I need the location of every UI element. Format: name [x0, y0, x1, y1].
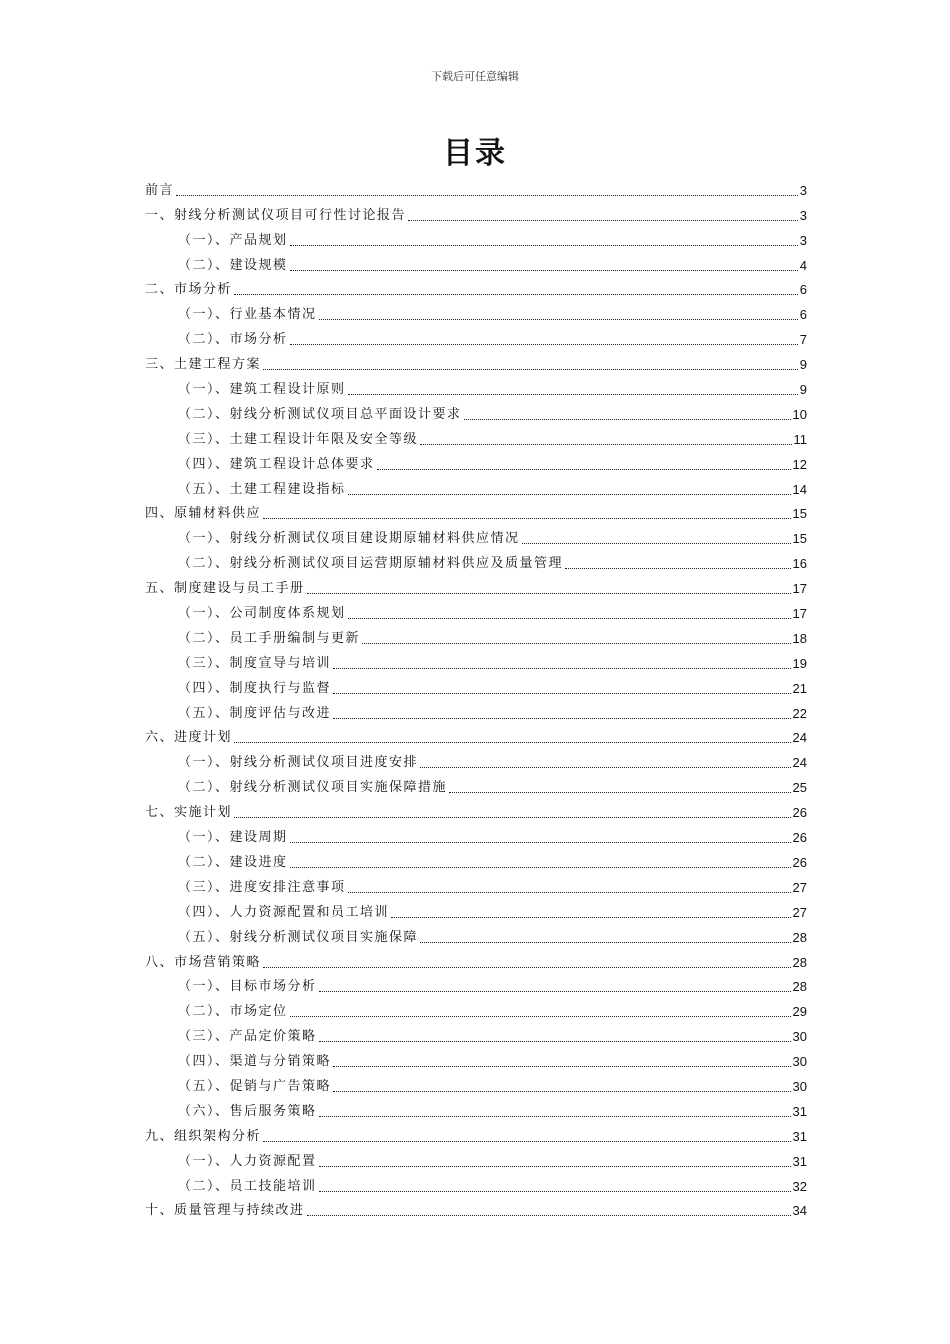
toc-entry[interactable] [145, 325, 807, 350]
toc-entry[interactable] [145, 773, 807, 798]
toc-entry-label: （一）、建筑工程设计原则 [178, 382, 346, 398]
toc-entry-page-number: 28 [792, 954, 807, 970]
toc-entry-page-number: 15 [792, 506, 807, 522]
toc-entry-label: （一）、建设周期 [178, 830, 288, 846]
toc-entry-page-number: 4 [799, 257, 807, 273]
toc-entry[interactable] [145, 649, 807, 674]
toc-entry-page-number: 9 [799, 382, 807, 398]
toc-entry-page-number: 10 [792, 406, 807, 422]
toc-dot-leader [522, 543, 791, 544]
toc-entry-label: （三）、产品定价策略 [178, 1029, 317, 1045]
toc-entry-page-number: 26 [792, 854, 807, 870]
toc-dot-leader [234, 742, 791, 743]
toc-dot-leader [333, 693, 791, 694]
toc-dot-leader [176, 195, 798, 196]
toc-entry-label: （一）、射线分析测试仪项目建设期原辅材料供应情况 [178, 531, 520, 547]
toc-entry-page-number: 31 [792, 1128, 807, 1144]
toc-entry-page-number: 18 [792, 630, 807, 646]
toc-entry-page-number: 7 [799, 332, 807, 348]
toc-entry-label: （一）、行业基本情况 [178, 307, 317, 323]
toc-entry[interactable] [145, 400, 807, 425]
toc-entry-label: （三）、土建工程设计年限及安全等级 [178, 431, 419, 447]
toc-dot-leader [234, 294, 798, 295]
toc-entry[interactable] [145, 201, 807, 226]
toc-entry-page-number: 19 [792, 655, 807, 671]
toc-entry-label: （一）、公司制度体系规划 [178, 606, 346, 622]
toc-dot-leader [319, 319, 798, 320]
toc-entry-label: （五）、促销与广告策略 [178, 1078, 332, 1094]
toc-dot-leader [290, 245, 798, 246]
toc-dot-leader [319, 991, 791, 992]
toc-dot-leader [263, 518, 791, 519]
toc-entry-page-number: 22 [792, 705, 807, 721]
toc-entry-page-number: 6 [799, 282, 807, 298]
toc-entry-label: （三）、进度安排注意事项 [178, 879, 346, 895]
toc-entry[interactable] [145, 300, 807, 325]
toc-entry-label: （二）、员工技能培训 [178, 1178, 317, 1194]
toc-entry[interactable] [145, 798, 807, 823]
toc-entry[interactable] [145, 375, 807, 400]
toc-entry[interactable] [145, 1022, 807, 1047]
toc-entry-page-number: 34 [792, 1203, 807, 1219]
toc-dot-leader [333, 1091, 791, 1092]
toc-dot-leader [263, 1141, 791, 1142]
toc-entry[interactable] [145, 1097, 807, 1122]
toc-entry-page-number: 27 [792, 904, 807, 920]
toc-entry-page-number: 28 [792, 979, 807, 995]
toc-entry-label: （一）、人力资源配置 [178, 1153, 317, 1169]
toc-entry-page-number: 11 [793, 431, 807, 447]
toc-entry[interactable] [145, 226, 807, 251]
toc-entry-label: 一、射线分析测试仪项目可行性讨论报告 [145, 207, 407, 223]
toc-entry-label: （四）、人力资源配置和员工培训 [178, 904, 390, 920]
toc-entry-page-number: 3 [799, 232, 807, 248]
toc-entry-label: （四）、渠道与分销策略 [178, 1054, 332, 1070]
toc-entry-page-number: 29 [792, 1004, 807, 1020]
toc-entry-page-number: 12 [792, 456, 807, 472]
toc-dot-leader [319, 1116, 791, 1117]
toc-entry[interactable] [145, 674, 807, 699]
toc-dot-leader [319, 1166, 791, 1167]
toc-entry[interactable] [145, 549, 807, 574]
toc-dot-leader [348, 494, 791, 495]
toc-entry-page-number: 26 [792, 805, 807, 821]
toc-entry-label: 八、市场营销策略 [145, 954, 262, 970]
toc-entry[interactable] [145, 1197, 807, 1222]
toc-dot-leader [391, 917, 791, 918]
toc-dot-leader [263, 967, 791, 968]
toc-entry-page-number: 24 [792, 755, 807, 771]
toc-entry-label: （四）、制度执行与监督 [178, 680, 332, 696]
toc-entry[interactable] [145, 251, 807, 276]
toc-entry[interactable] [145, 450, 807, 475]
toc-entry[interactable] [145, 1047, 807, 1072]
toc-entry[interactable] [145, 973, 807, 998]
toc-entry[interactable] [145, 748, 807, 773]
toc-entry-label: 五、制度建设与员工手册 [145, 581, 305, 597]
toc-entry-page-number: 16 [792, 556, 807, 572]
toc-entry[interactable] [145, 500, 807, 525]
toc-entry[interactable] [145, 574, 807, 599]
toc-entry-label: 十、质量管理与持续改进 [145, 1203, 305, 1219]
toc-entry-page-number: 3 [799, 207, 807, 223]
toc-entry[interactable] [145, 923, 807, 948]
toc-dot-leader [420, 942, 791, 943]
toc-entry[interactable] [145, 599, 807, 624]
toc-dot-leader [234, 817, 791, 818]
toc-dot-leader [333, 668, 791, 669]
toc-dot-leader [348, 618, 791, 619]
toc-dot-leader [319, 1191, 791, 1192]
toc-entry[interactable] [145, 699, 807, 724]
toc-entry-label: 三、土建工程方案 [145, 357, 262, 373]
toc-dot-leader [290, 344, 798, 345]
toc-entry-label: 二、市场分析 [145, 282, 233, 298]
toc-entry[interactable] [145, 624, 807, 649]
toc-entry-label: （二）、建设进度 [178, 854, 288, 870]
toc-dot-leader [420, 444, 791, 445]
toc-dot-leader [348, 394, 798, 395]
toc-entry[interactable] [145, 873, 807, 898]
toc-entry-label: （五）、射线分析测试仪项目实施保障 [178, 929, 419, 945]
toc-entry-page-number: 17 [792, 606, 807, 622]
header-note: 下载后可任意编辑 [431, 70, 519, 83]
toc-entry-label: （一）、射线分析测试仪项目进度安排 [178, 755, 419, 771]
toc-entry-label: 前言 [145, 182, 175, 198]
toc-entry[interactable] [145, 848, 807, 873]
toc-entry-label: 六、进度计划 [145, 730, 233, 746]
toc-entry[interactable] [145, 276, 807, 301]
toc-entry-label: （二）、射线分析测试仪项目运营期原辅材料供应及质量管理 [178, 556, 564, 572]
toc-title: 目录 [443, 136, 507, 171]
toc-entry[interactable] [145, 1172, 807, 1197]
toc-entry-page-number: 6 [799, 307, 807, 323]
toc-entry-page-number: 24 [792, 730, 807, 746]
toc-entry-label: 九、组织架构分析 [145, 1128, 262, 1144]
toc-entry-page-number: 14 [792, 481, 807, 497]
toc-dot-leader [290, 1016, 791, 1017]
toc-dot-leader [290, 842, 791, 843]
toc-entry-label: （一）、目标市场分析 [178, 979, 317, 995]
toc-entry-page-number: 30 [792, 1029, 807, 1045]
toc-dot-leader [377, 469, 791, 470]
toc-entry[interactable] [145, 1122, 807, 1147]
toc-entry-label: （二）、射线分析测试仪项目实施保障措施 [178, 780, 448, 796]
toc-entry[interactable] [145, 997, 807, 1022]
toc-entry[interactable] [145, 948, 807, 973]
toc-entry[interactable] [145, 350, 807, 375]
toc-dot-leader [565, 568, 791, 569]
table-of-contents [145, 176, 807, 1221]
toc-dot-leader [290, 867, 791, 868]
toc-dot-leader [449, 792, 791, 793]
toc-dot-leader [348, 892, 791, 893]
toc-entry-label: （二）、市场分析 [178, 332, 288, 348]
toc-entry-label: （三）、制度宣导与培训 [178, 655, 332, 671]
toc-entry-label: （二）、建设规模 [178, 257, 288, 273]
toc-entry-label: （五）、制度评估与改进 [178, 705, 332, 721]
toc-entry-page-number: 30 [792, 1078, 807, 1094]
toc-dot-leader [319, 1041, 791, 1042]
toc-entry-page-number: 31 [792, 1103, 807, 1119]
toc-entry[interactable] [145, 1147, 807, 1172]
toc-entry-label: （二）、市场定位 [178, 1004, 288, 1020]
toc-entry[interactable] [145, 524, 807, 549]
toc-entry[interactable] [145, 823, 807, 848]
toc-entry-label: （二）、员工手册编制与更新 [178, 630, 361, 646]
toc-entry-label: （一）、产品规划 [178, 232, 288, 248]
toc-entry-label: 四、原辅材料供应 [145, 506, 262, 522]
toc-dot-leader [263, 369, 798, 370]
toc-entry[interactable] [145, 724, 807, 749]
toc-entry[interactable] [145, 425, 807, 450]
toc-entry-label: （六）、售后服务策略 [178, 1103, 317, 1119]
toc-dot-leader [420, 767, 791, 768]
toc-entry-page-number: 15 [792, 531, 807, 547]
toc-entry[interactable] [145, 475, 807, 500]
toc-entry-page-number: 9 [799, 357, 807, 373]
toc-entry-label: （五）、土建工程建设指标 [178, 481, 346, 497]
toc-entry-page-number: 27 [792, 879, 807, 895]
toc-entry-label: （四）、建筑工程设计总体要求 [178, 456, 375, 472]
toc-dot-leader [362, 643, 791, 644]
toc-entry-page-number: 31 [792, 1153, 807, 1169]
toc-dot-leader [307, 1215, 791, 1216]
toc-dot-leader [333, 718, 791, 719]
toc-entry[interactable] [145, 176, 807, 201]
toc-dot-leader [408, 220, 798, 221]
toc-dot-leader [333, 1066, 791, 1067]
toc-dot-leader [290, 270, 798, 271]
toc-entry-page-number: 21 [792, 680, 807, 696]
toc-entry[interactable] [145, 898, 807, 923]
toc-entry-page-number: 26 [792, 830, 807, 846]
toc-entry-page-number: 32 [792, 1178, 807, 1194]
toc-entry-page-number: 28 [792, 929, 807, 945]
toc-entry-page-number: 3 [799, 182, 807, 198]
toc-entry-page-number: 25 [792, 780, 807, 796]
toc-entry-label: （二）、射线分析测试仪项目总平面设计要求 [178, 406, 462, 422]
toc-dot-leader [464, 419, 791, 420]
toc-entry-label: 七、实施计划 [145, 805, 233, 821]
toc-entry[interactable] [145, 1072, 807, 1097]
toc-entry-page-number: 30 [792, 1054, 807, 1070]
toc-dot-leader [307, 593, 791, 594]
toc-entry-page-number: 17 [792, 581, 807, 597]
